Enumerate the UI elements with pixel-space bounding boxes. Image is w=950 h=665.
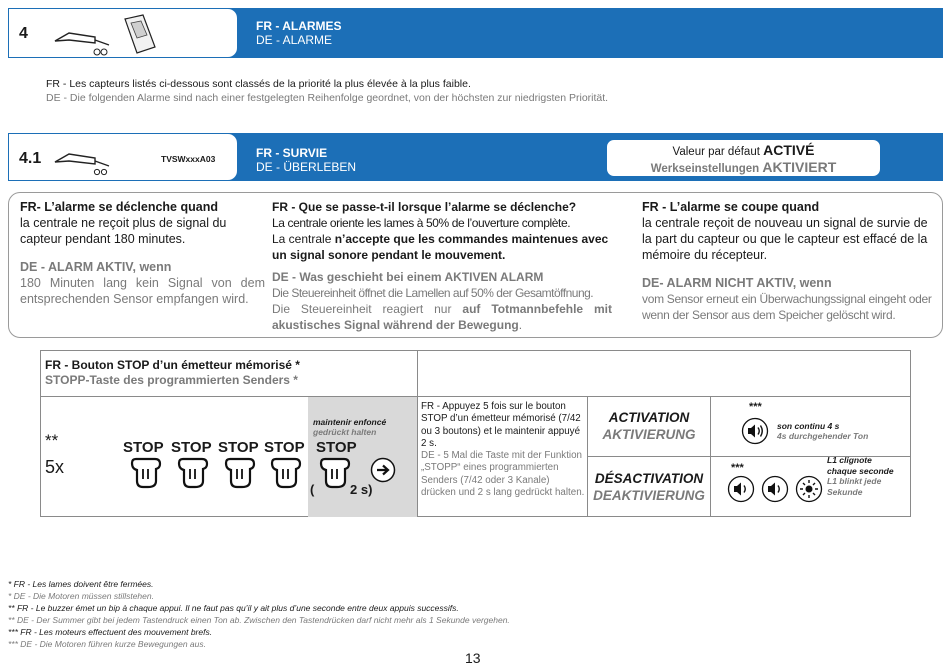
sensor-device-icon: [51, 13, 161, 57]
info-col-trigger: [20, 199, 265, 307]
description-fr: FR - Appuyez 5 fois sur le bouton STOP d’un émetteur mémorisé (7/42 ou 3 boutons) et le maintenir appuyé 2 s.: [421, 401, 581, 449]
section-4-header: [8, 8, 943, 58]
stop-de-body: vom Sensor erneut ein Überwachungssignal eingeht oder wenn der Sensor aus dem Speicher gelöscht wird.: [642, 292, 932, 322]
stop-fr-head: FR - L’alarme se coupe quand: [642, 200, 820, 214]
title-fr: FR - SURVIE: [256, 146, 328, 160]
hold-instruction: [313, 417, 386, 437]
stop-fr-body: la centrale reçoit de nouveau un signal de survie de la part du capteur ou que le capteur est effacé de la mémoire du récepteur.: [642, 216, 928, 262]
hold-fr: maintenir enfoncé: [313, 417, 387, 427]
activation-signal-text: [777, 421, 868, 441]
stop-label: STOP: [123, 439, 164, 456]
hold-de: gedrückt halten: [313, 427, 377, 437]
header-de: STOPP-Taste des programmierten Senders *: [45, 373, 298, 387]
intro-text: [46, 77, 608, 105]
trigger-de-body: 180 Minuten lang kein Signal von dem entsprechenden Sensor empfangen wird.: [20, 276, 265, 306]
alarm-info-box: [8, 192, 943, 338]
title-de: DE - ÜBERLEBEN: [256, 160, 357, 174]
activation-signal: [711, 397, 911, 457]
section-number: 4.1: [19, 150, 42, 167]
section-4-1-header: [8, 133, 943, 181]
activation-label: [588, 397, 710, 457]
hand-press-icon: [176, 457, 210, 489]
info-col-effect: [272, 199, 612, 333]
arrow-right-icon: [370, 457, 396, 483]
footnote: *** DE - Die Motoren führen kurze Bewegungen aus.: [8, 639, 206, 649]
footnote: * FR - Les lames doivent être fermées.: [8, 579, 154, 589]
hand-press-icon: [129, 457, 163, 489]
trigger-de-head: DE - ALARM AKTIV, wenn: [20, 260, 172, 274]
effect-fr-line2: La centrale n’accepte que les commandes maintenues avec un signal sonore pendant le mouvement.: [272, 232, 609, 262]
footnote: *** FR - Les moteurs effectuent des mouvement brefs.: [8, 627, 213, 637]
procedure-header: [41, 351, 418, 397]
stop-press-sequence: [123, 439, 308, 499]
deact-de1: L1 blinkt jede: [827, 476, 882, 486]
hold-paren: (: [310, 482, 315, 497]
intro-de: DE - Die folgenden Alarme sind nach einer festgelegten Reihenfolge geordnet, von der höchsten zur niedrigsten Priorität.: [46, 92, 609, 104]
procedure-description: [421, 401, 586, 499]
divider: [417, 397, 418, 517]
deactivation-signal: [711, 457, 911, 517]
footnote: ** DE - Der Summer gibt bei jedem Tastendruck einen Ton ab. Zwischen den Tastendrücken darf nicht mehr als 1 Sekunde vergehen.: [8, 615, 510, 625]
section-4-title: [256, 19, 342, 47]
default-value-box: [606, 139, 881, 177]
page-number: 13: [465, 650, 481, 665]
activation-stars: ***: [749, 401, 762, 413]
deactivation-de: DEAKTIVIERUNG: [593, 488, 705, 503]
deact-fr1: L1 clignote: [827, 455, 872, 465]
stop-label: STOP: [316, 439, 357, 456]
hand-press-icon: [223, 457, 257, 489]
section-4-number-box: [8, 8, 238, 58]
deactivation-signal-text: [827, 455, 894, 497]
stop-de-head: DE- ALARM NICHT AKTIV, wenn: [642, 276, 832, 290]
hold-cell: [308, 397, 417, 517]
stop-label: STOP: [218, 439, 259, 456]
deactivation-fr: DÉSACTIVATION: [594, 471, 704, 486]
act-fr: son continu 4 s: [777, 421, 840, 431]
trigger-fr-body: la centrale ne reçoit plus de signal du capteur pendant 180 minutes.: [20, 216, 227, 246]
procedure-table: [40, 350, 911, 517]
hand-press-icon: [269, 457, 303, 489]
deactivation-stars: ***: [731, 462, 744, 474]
effect-fr-head: FR - Que se passe-t-il lorsque l’alarme se déclenche?: [272, 200, 577, 214]
intro-fr: FR - Les capteurs listés ci-dessous sont classés de la priorité la plus élevée à la plus faible.: [46, 78, 471, 90]
procedure-header-empty: [418, 351, 910, 397]
section-4-1-title: [256, 146, 356, 174]
section-number: 4: [19, 25, 28, 42]
header-fr: FR - Bouton STOP d’un émetteur mémorisé *: [45, 358, 300, 372]
effect-de-head: DE - Was geschieht bei einem AKTIVEN ALARM: [272, 270, 544, 284]
effect-fr-line1: La centrale oriente les lames à 50% de l’ouverture complète.: [272, 216, 571, 230]
sensor-icon: [51, 140, 121, 176]
activation-de: AKTIVIERUNG: [602, 427, 696, 442]
buzzer-icon: [741, 417, 769, 445]
section-4-1-number-box: [8, 133, 238, 181]
led-blink-icon: [795, 475, 823, 503]
footnote: * DE - Die Motoren müssen stillstehen.: [8, 591, 154, 601]
description-de: DE - 5 Mal die Taste mit der Funktion „STOPP“ eines programmierten Senders (7/42 oder 3 Kanale) drücken und 2 s lang gedrückt halten.: [421, 450, 585, 499]
default-de: Werkseinstellungen AKTIVIERT: [650, 159, 837, 175]
footnote: ** FR - Le buzzer émet un bip à chaque appui. Il ne faut pas qu’il y ait plus d’une seconde entre deux appuis successifs.: [8, 603, 459, 613]
title-fr: FR - ALARMES: [256, 19, 342, 33]
stop-label: STOP: [171, 439, 212, 456]
act-de: 4s durchgehender Ton: [777, 431, 869, 441]
press-count: 5x: [45, 457, 65, 477]
activation-fr: ACTIVATION: [608, 410, 690, 425]
hand-hold-icon: [318, 457, 352, 489]
default-fr: Valeur par défaut ACTIVÉ: [672, 142, 815, 158]
stop-label: STOP: [264, 439, 305, 456]
effect-de-line2: Die Steuereinheit reagiert nur auf Totmannbefehle mit akustisches Signal während der Bewegung.: [272, 302, 613, 332]
title-de: DE - ALARME: [256, 33, 333, 47]
deact-fr2: chaque seconde: [827, 465, 894, 476]
deact-de2: Sekunde: [827, 486, 863, 497]
footnotes: [8, 578, 510, 650]
effect-de-line1: Die Steuereinheit öffnet die Lamellen auf 50% der Gesamtöffnung.: [272, 286, 594, 300]
info-col-stop: [642, 199, 932, 323]
press-stars: **: [45, 431, 59, 450]
product-code: TVSWxxxA03: [161, 154, 216, 164]
deactivation-label: [588, 457, 710, 517]
buzzer-icon: [727, 475, 755, 503]
hold-time: 2 s): [350, 482, 373, 497]
trigger-fr-head: FR- L’alarme se déclenche quand: [20, 200, 218, 214]
buzzer-icon: [761, 475, 789, 503]
